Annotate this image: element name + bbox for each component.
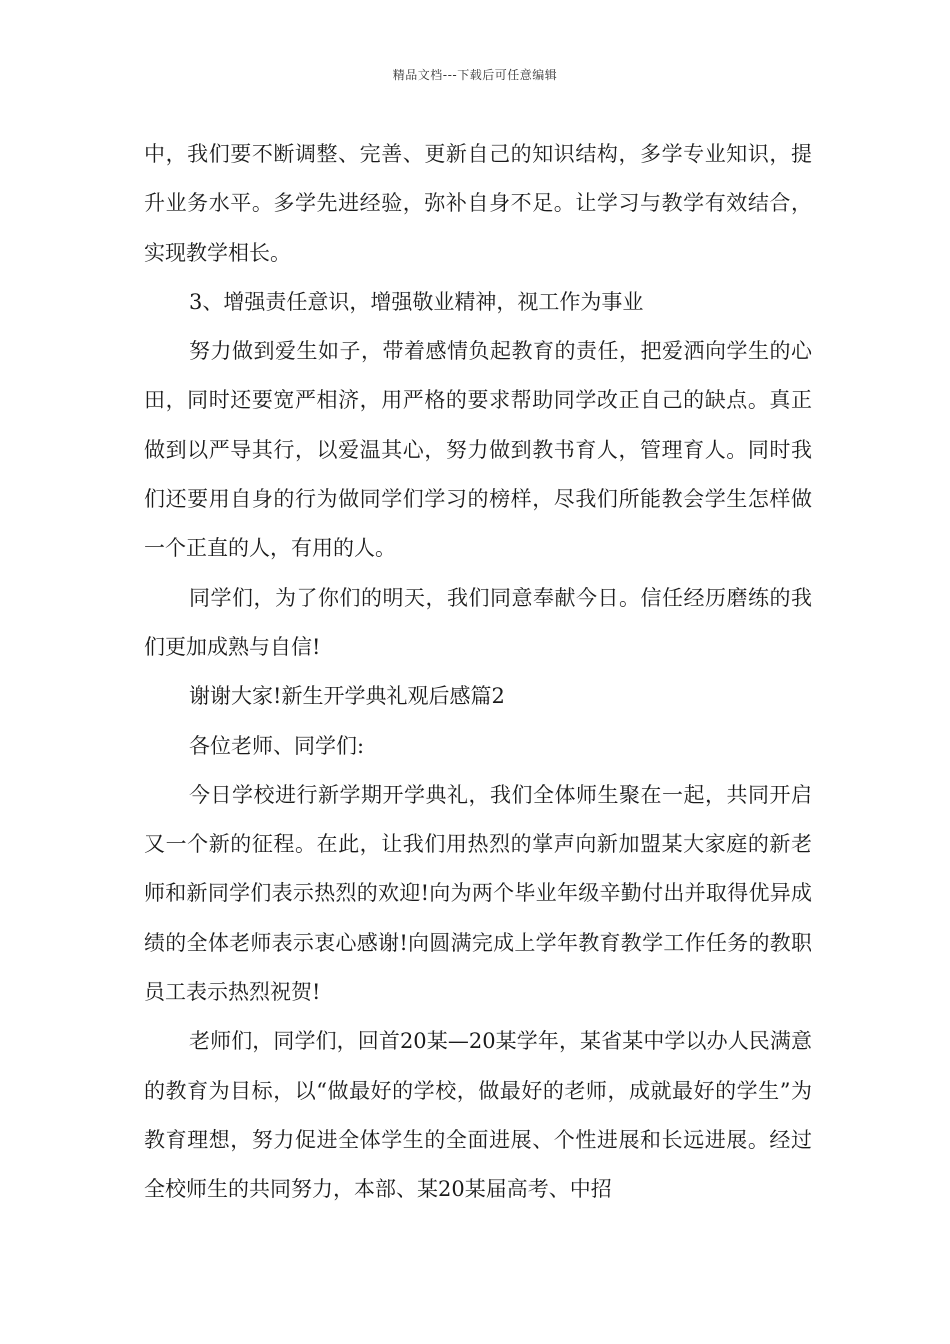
paragraph-1: 中，我们要不断调整、完善、更新自己的知识结构，多学专业知识，提升业务水平。多学先进经验，弥补自身不足。让学习与教学有效结合，实现教学相长。	[144, 142, 812, 265]
paragraph-2: 3、增强责任意识，增强敬业精神，视工作为事业	[189, 289, 644, 314]
page-header: 精品文档---下载后可任意编辑	[392, 68, 558, 82]
paragraph-5: 今日学校进行新学期开学典礼，我们全体师生聚在一起，共同开启又一个新的征程。在此，让我们用热烈的掌声向新加盟某大家庭的新老师和新同学们表示热烈的欢迎!向为两个毕业年级辛勤付出并取得优异成绩的全体老师表示衷心感谢!向圆满完成上学年教育教学工作任务的教职员工表示热烈祝贺!	[144, 782, 812, 1005]
salutation: 各位老师、同学们:	[189, 733, 365, 758]
paragraph-3: 努力做到爱生如子，带着感情负起教育的责任，把爱洒向学生的心田，同时还要宽严相济，用严格的要求帮助同学改正自己的缺点。真正做到以严导其行，以爱温其心，努力做到教书育人，管理育人。同时我们还要用自身的行为做同学们学习的榜样，尽我们所能教会学生怎样做一个正直的人，有用的人。	[144, 339, 812, 561]
paragraph-6: 老师们，同学们，回首20某—20某学年，某省某中学以办人民满意的教育为目标，以“做最好的学校，做最好的老师，成就最好的学生”为教育理想，努力促进全体学生的全面进展、个性进展和长远进展。经过全校师生的共同努力，本部、某20某届高考、中招	[144, 1029, 812, 1202]
paragraph-4: 同学们，为了你们的明天，我们同意奉献今日。信任经历磨练的我们更加成熟与自信!	[144, 585, 812, 659]
section-title: 谢谢大家!新生开学典礼观后感篇2	[189, 684, 505, 709]
document-body	[144, 130, 812, 1215]
